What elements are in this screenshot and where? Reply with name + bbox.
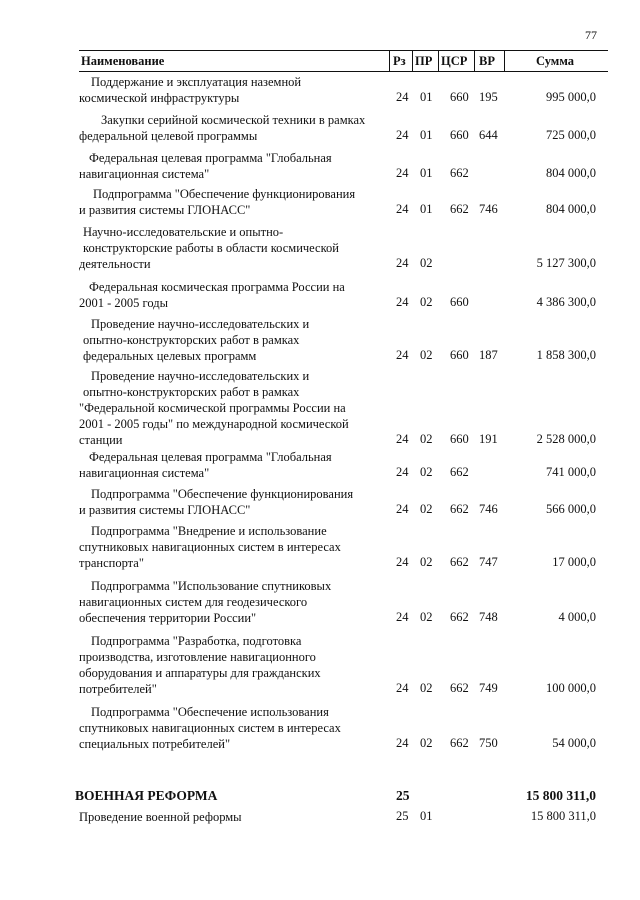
row-name-line: ВОЕННАЯ РЕФОРМА bbox=[75, 788, 218, 803]
row-name-line: производства, изготовление навигационного bbox=[79, 650, 316, 664]
row-vr: 195 bbox=[479, 90, 498, 104]
row-sum: 566 000,0 bbox=[546, 502, 596, 516]
header-separator bbox=[412, 51, 413, 71]
row-rz: 24 bbox=[396, 202, 409, 216]
row-sum: 804 000,0 bbox=[546, 166, 596, 180]
row-name-line: деятельности bbox=[79, 257, 151, 271]
row-name-line: станции bbox=[79, 433, 123, 447]
row-name bbox=[79, 633, 389, 697]
header-separator bbox=[389, 51, 390, 71]
row-sum: 4 386 300,0 bbox=[536, 295, 596, 309]
row-name-line: и развития системы ГЛОНАСС" bbox=[79, 503, 251, 517]
row-rz: 24 bbox=[396, 166, 409, 180]
header-separator bbox=[474, 51, 475, 71]
row-sum: 15 800 311,0 bbox=[525, 788, 596, 803]
row-sum: 725 000,0 bbox=[546, 128, 596, 142]
row-name-line: 2001 - 2005 годы" по международной космической bbox=[79, 417, 349, 431]
row-pr: 02 bbox=[420, 502, 433, 516]
row-name-line: потребителей" bbox=[79, 682, 157, 696]
row-vr: 749 bbox=[479, 681, 498, 695]
header-bottom-rule bbox=[79, 71, 608, 72]
row-csr: 662 bbox=[450, 502, 469, 516]
header-csr: ЦСР bbox=[441, 54, 468, 68]
row-name bbox=[79, 486, 389, 518]
row-name bbox=[79, 112, 389, 144]
row-name-line: и развития системы ГЛОНАСС" bbox=[79, 203, 251, 217]
row-name-line: спутниковых навигационных систем в интересах bbox=[79, 721, 341, 735]
row-csr: 660 bbox=[450, 348, 469, 362]
row-sum: 2 528 000,0 bbox=[536, 432, 596, 446]
row-rz: 24 bbox=[396, 128, 409, 142]
row-name-line: Проведение научно-исследовательских и bbox=[91, 317, 310, 331]
row-csr: 662 bbox=[450, 610, 469, 624]
row-name-line: конструкторские работы в области космической bbox=[83, 241, 339, 255]
row-vr: 746 bbox=[479, 502, 498, 516]
row-pr: 01 bbox=[420, 128, 433, 142]
row-csr: 660 bbox=[450, 432, 469, 446]
header-separator bbox=[504, 51, 505, 71]
row-vr: 750 bbox=[479, 736, 498, 750]
row-name-line: специальных потребителей" bbox=[79, 737, 231, 751]
row-name bbox=[79, 809, 389, 825]
row-name-line: Федеральная целевая программа "Глобальная bbox=[89, 151, 332, 165]
row-rz: 24 bbox=[396, 256, 409, 270]
row-name-line: Закупки серийной космической техники в рамках bbox=[101, 113, 366, 127]
row-rz: 24 bbox=[396, 432, 409, 446]
row-vr: 191 bbox=[479, 432, 498, 446]
row-name-line: опытно-конструкторских работ в рамках bbox=[83, 333, 300, 347]
row-sum: 4 000,0 bbox=[558, 610, 596, 624]
row-name bbox=[79, 704, 389, 752]
row-pr: 01 bbox=[420, 202, 433, 216]
row-name-line: Поддержание и эксплуатация наземной bbox=[91, 75, 302, 89]
row-pr: 02 bbox=[420, 295, 433, 309]
row-name-line: Подпрограмма "Внедрение и использование bbox=[91, 524, 327, 538]
row-name bbox=[79, 316, 389, 364]
row-name-line: Федеральная космическая программа России на bbox=[89, 280, 345, 294]
row-vr: 746 bbox=[479, 202, 498, 216]
row-rz: 24 bbox=[396, 502, 409, 516]
row-sum: 100 000,0 bbox=[546, 681, 596, 695]
row-name-line: навигационных систем для геодезического bbox=[79, 595, 308, 609]
row-name bbox=[79, 186, 389, 218]
row-name-line: Проведение научно-исследовательских и bbox=[91, 369, 310, 383]
row-sum: 17 000,0 bbox=[552, 555, 596, 569]
row-name-line: космической инфраструктуры bbox=[79, 91, 240, 105]
row-pr: 02 bbox=[420, 736, 433, 750]
row-csr: 662 bbox=[450, 465, 469, 479]
row-sum: 54 000,0 bbox=[552, 736, 596, 750]
row-rz: 24 bbox=[396, 736, 409, 750]
row-csr: 662 bbox=[450, 681, 469, 695]
row-vr: 747 bbox=[479, 555, 498, 569]
header-rz: Рз bbox=[393, 54, 406, 68]
row-csr: 662 bbox=[450, 202, 469, 216]
header-separator bbox=[438, 51, 439, 71]
row-name bbox=[75, 788, 389, 804]
row-name-line: Подпрограмма "Разработка, подготовка bbox=[91, 634, 302, 648]
header-sum: Сумма bbox=[536, 54, 574, 68]
row-pr: 02 bbox=[420, 555, 433, 569]
row-rz: 24 bbox=[396, 681, 409, 695]
row-pr: 02 bbox=[420, 432, 433, 446]
row-vr: 748 bbox=[479, 610, 498, 624]
row-name bbox=[79, 74, 389, 106]
header-pr: ПР bbox=[415, 54, 433, 68]
row-name-line: Научно-исследовательские и опытно- bbox=[83, 225, 284, 239]
row-rz: 24 bbox=[396, 610, 409, 624]
row-name-line: Подпрограмма "Обеспечение функционирования bbox=[93, 187, 356, 201]
row-rz: 25 bbox=[396, 809, 409, 823]
row-name-line: Подпрограмма "Обеспечение функционирования bbox=[91, 487, 354, 501]
row-sum: 1 858 300,0 bbox=[536, 348, 596, 362]
row-name-line: транспорта" bbox=[79, 556, 144, 570]
row-rz: 24 bbox=[396, 295, 409, 309]
row-pr: 01 bbox=[420, 166, 433, 180]
row-name-line: оборудования и аппаратуры для гражданских bbox=[79, 666, 321, 680]
page-number: 77 bbox=[585, 28, 597, 42]
row-rz: 24 bbox=[396, 555, 409, 569]
row-pr: 02 bbox=[420, 348, 433, 362]
row-pr: 02 bbox=[420, 610, 433, 624]
row-csr: 660 bbox=[450, 128, 469, 142]
row-pr: 02 bbox=[420, 256, 433, 270]
row-name-line: навигационная система" bbox=[79, 167, 210, 181]
row-name bbox=[79, 150, 389, 182]
row-sum: 15 800 311,0 bbox=[530, 809, 596, 823]
row-csr: 662 bbox=[450, 166, 469, 180]
row-name-line: навигационная система" bbox=[79, 466, 210, 480]
row-name-line: опытно-конструкторских работ в рамках bbox=[83, 385, 300, 399]
row-name-line: Федеральная целевая программа "Глобальная bbox=[89, 450, 332, 464]
row-pr: 01 bbox=[420, 90, 433, 104]
row-name bbox=[79, 523, 389, 571]
row-name bbox=[79, 449, 389, 481]
header-name: Наименование bbox=[81, 54, 165, 68]
header-top-rule bbox=[79, 50, 608, 51]
row-pr: 02 bbox=[420, 465, 433, 479]
row-name bbox=[79, 224, 389, 272]
row-rz: 24 bbox=[396, 90, 409, 104]
row-pr: 02 bbox=[420, 681, 433, 695]
row-csr: 662 bbox=[450, 736, 469, 750]
row-name-line: обеспечения территории России" bbox=[79, 611, 257, 625]
row-name-line: Подпрограмма "Обеспечение использования bbox=[91, 705, 329, 719]
row-csr: 662 bbox=[450, 555, 469, 569]
row-name bbox=[79, 279, 389, 311]
row-name bbox=[79, 368, 389, 448]
row-name-line: 2001 - 2005 годы bbox=[79, 296, 169, 310]
row-vr: 644 bbox=[479, 128, 498, 142]
row-vr: 187 bbox=[479, 348, 498, 362]
row-name-line: федеральной целевой программы bbox=[79, 129, 258, 143]
row-name-line: Проведение военной реформы bbox=[79, 810, 242, 824]
row-rz: 24 bbox=[396, 465, 409, 479]
row-sum: 741 000,0 bbox=[546, 465, 596, 479]
row-name-line: "Федеральной космической программы России на bbox=[79, 401, 346, 415]
row-name-line: Подпрограмма "Использование спутниковых bbox=[91, 579, 332, 593]
row-rz: 24 bbox=[396, 348, 409, 362]
row-name-line: спутниковых навигационных систем в интересах bbox=[79, 540, 341, 554]
row-csr: 660 bbox=[450, 295, 469, 309]
row-name-line: федеральных целевых программ bbox=[83, 349, 257, 363]
row-rz: 25 bbox=[396, 788, 410, 803]
header-vr: ВР bbox=[479, 54, 495, 68]
row-pr: 01 bbox=[420, 809, 433, 823]
row-name bbox=[79, 578, 389, 626]
row-sum: 5 127 300,0 bbox=[536, 256, 596, 270]
row-sum: 804 000,0 bbox=[546, 202, 596, 216]
row-sum: 995 000,0 bbox=[546, 90, 596, 104]
row-csr: 660 bbox=[450, 90, 469, 104]
